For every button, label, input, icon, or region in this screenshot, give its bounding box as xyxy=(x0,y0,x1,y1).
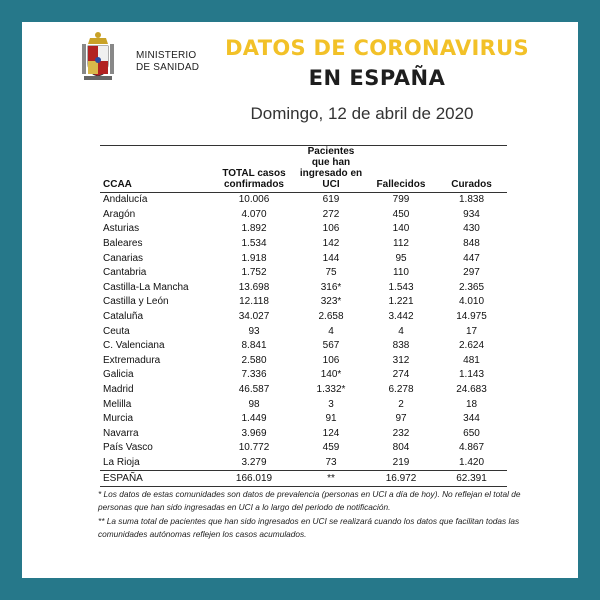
icu-patients-cell: 124 xyxy=(322,427,340,439)
total-cases-cell: 3.279 xyxy=(241,456,267,468)
region-cell: Navarra xyxy=(103,427,139,439)
recovered-cell: 934 xyxy=(463,208,480,220)
table-row xyxy=(100,310,507,325)
deaths-cell: 799 xyxy=(392,194,410,206)
icu-patients-cell: 272 xyxy=(322,208,340,220)
recovered-cell: 24.683 xyxy=(456,384,487,396)
deaths-cell: 804 xyxy=(392,442,410,454)
recovered-cell: 297 xyxy=(463,267,480,279)
table-row xyxy=(100,251,507,266)
total-cases-cell: 13.698 xyxy=(238,281,270,293)
table-row xyxy=(100,281,507,296)
deaths-cell: 232 xyxy=(392,427,410,439)
icu-patients-cell: 106 xyxy=(322,354,340,366)
table-row xyxy=(100,295,507,310)
icu-patients-cell: 619 xyxy=(322,194,340,206)
total-cases-cell: 46.587 xyxy=(238,384,270,396)
footnote-1: * Los datos de estas comunidades son datos de prevalencia (personas en UCI a día de hoy). No reflejan el total de personas que han sido ingresadas en UCI a lo largo del periodo de notificación. xyxy=(98,489,521,513)
total-cases-cell: 1.534 xyxy=(241,238,267,250)
table-row xyxy=(100,237,507,252)
recovered-cell: 17 xyxy=(465,325,478,337)
total-cases-cell: 12.118 xyxy=(239,296,269,308)
recovered-cell: 1.420 xyxy=(458,456,485,468)
ministry-line-2: DE SANIDAD xyxy=(136,62,200,73)
icu-patients-cell: 323* xyxy=(320,296,342,308)
deaths-cell: 97 xyxy=(395,413,407,425)
total-icu-patients-cell: ** xyxy=(296,471,366,487)
region-cell: Extremadura xyxy=(103,354,161,366)
recovered-cell: 447 xyxy=(463,252,480,264)
total-cases-cell: 7.336 xyxy=(241,369,267,381)
icu-patients-cell: 140* xyxy=(320,369,342,381)
deaths-cell: 312 xyxy=(392,354,410,366)
header-icu-patients: Pacientes que han ingresado en UCI xyxy=(296,146,366,193)
icu-patients-cell: 567 xyxy=(322,340,340,352)
total-total-cases-cell: 166.019 xyxy=(212,471,296,487)
table-row xyxy=(100,193,507,208)
region-cell: Cantabria xyxy=(103,267,147,279)
table-row xyxy=(100,427,507,442)
title-line-2: EN ESPAÑA xyxy=(308,66,446,90)
icu-patients-cell: 4 xyxy=(328,325,334,337)
recovered-cell: 650 xyxy=(463,427,480,439)
total-recovered-cell: 62.391 xyxy=(436,471,507,487)
header-deaths: Fallecidos xyxy=(366,146,436,193)
deaths-cell: 110 xyxy=(393,267,409,279)
recovered-cell: 1.838 xyxy=(458,194,485,206)
table-row xyxy=(100,208,507,223)
total-cases-cell: 34.027 xyxy=(238,311,270,323)
ministry-name xyxy=(136,50,199,74)
ministry-logo xyxy=(80,30,210,94)
total-cases-cell: 98 xyxy=(248,398,260,410)
title-line-1: DATOS DE CORONAVIRUS xyxy=(225,36,529,60)
region-cell: Castilla-La Mancha xyxy=(103,281,189,293)
table-row xyxy=(100,456,507,471)
report-date: Domingo, 12 de abril de 2020 xyxy=(250,104,474,123)
table-row xyxy=(100,397,507,412)
recovered-cell: 481 xyxy=(463,354,480,366)
table-row xyxy=(100,339,507,354)
deaths-cell: 2 xyxy=(398,398,404,410)
region-cell: Asturias xyxy=(103,223,140,235)
table-row xyxy=(100,383,507,398)
icu-patients-cell: 91 xyxy=(325,413,337,425)
table-row xyxy=(100,222,507,237)
deaths-cell: 838 xyxy=(392,340,410,352)
region-cell: Castilla y León xyxy=(103,296,169,308)
recovered-cell: 2.365 xyxy=(458,281,485,293)
total-cases-cell: 1.918 xyxy=(241,252,267,264)
region-cell: Canarias xyxy=(103,252,144,264)
region-cell: País Vasco xyxy=(103,442,153,454)
deaths-cell: 3.442 xyxy=(388,311,414,323)
recovered-cell: 1.143 xyxy=(458,369,485,381)
icu-patients-cell: 1.332* xyxy=(316,384,346,396)
region-cell: Melilla xyxy=(103,398,132,410)
deaths-cell: 1.543 xyxy=(388,281,414,293)
total-cases-cell: 1.752 xyxy=(241,267,267,279)
region-cell: Aragón xyxy=(103,208,136,220)
total-cases-cell: 10.006 xyxy=(238,194,270,206)
footnote-2: ** La suma total de pacientes que han sido ingresados en UCI se realizará cuando los datos que facilitan todas las comunidades autónomas reflejen los casos acumulados. xyxy=(98,515,520,539)
region-cell: La Rioja xyxy=(103,456,140,468)
table-total-row xyxy=(100,471,507,487)
total-cases-cell: 2.580 xyxy=(241,354,267,366)
icu-patients-cell: 73 xyxy=(325,456,337,468)
header-recovered: Curados xyxy=(436,146,507,193)
region-cell: Baleares xyxy=(103,238,143,250)
table-row xyxy=(100,412,507,427)
deaths-cell: 140 xyxy=(392,223,410,235)
deaths-cell: 274 xyxy=(392,369,410,381)
recovered-cell: 4.010 xyxy=(458,296,485,308)
region-cell: Cataluña xyxy=(103,311,144,323)
table-header-row xyxy=(100,146,507,193)
recovered-cell: 848 xyxy=(463,238,480,250)
deaths-cell: 4 xyxy=(398,325,404,337)
coat-of-arms-icon xyxy=(80,30,116,84)
deaths-cell: 450 xyxy=(392,208,410,220)
region-cell: Murcia xyxy=(103,413,134,425)
recovered-cell: 18 xyxy=(465,398,478,410)
total-region-cell: ESPAÑA xyxy=(100,471,212,487)
recovered-cell: 430 xyxy=(463,223,480,235)
icu-patients-cell: 75 xyxy=(325,267,337,279)
table-row xyxy=(100,266,507,281)
ministry-line-1: MINISTERIO xyxy=(136,50,197,61)
header-total-cases: TOTAL casos confirmados xyxy=(212,146,296,193)
table-row xyxy=(100,354,507,369)
table-row xyxy=(100,441,507,456)
footnotes xyxy=(98,488,538,541)
region-cell: Andalucía xyxy=(103,194,148,206)
total-cases-cell: 4.070 xyxy=(241,208,267,220)
total-deaths-cell: 16.972 xyxy=(366,471,436,487)
total-cases-cell: 93 xyxy=(248,325,260,337)
icu-patients-cell: 144 xyxy=(322,252,340,264)
total-cases-cell: 10.772 xyxy=(238,442,270,454)
total-cases-cell: 1.449 xyxy=(241,413,267,425)
region-cell: Madrid xyxy=(103,384,134,396)
deaths-cell: 219 xyxy=(392,456,410,468)
total-cases-cell: 1.892 xyxy=(241,223,267,235)
deaths-cell: 112 xyxy=(393,238,409,250)
header-ccaa: CCAA xyxy=(100,146,212,193)
recovered-cell: 14.975 xyxy=(456,311,487,323)
recovered-cell: 344 xyxy=(463,413,480,425)
icu-patients-cell: 459 xyxy=(322,442,340,454)
region-cell: Galicia xyxy=(103,369,134,381)
recovered-cell: 2.624 xyxy=(458,340,485,352)
icu-patients-cell: 316* xyxy=(320,281,342,293)
icu-patients-cell: 2.658 xyxy=(318,311,344,323)
icu-patients-cell: 142 xyxy=(322,238,340,250)
infographic-card xyxy=(22,22,578,578)
icu-patients-cell: 3 xyxy=(328,398,334,410)
region-cell: C. Valenciana xyxy=(103,340,165,352)
deaths-cell: 95 xyxy=(395,252,407,264)
table-row xyxy=(100,324,507,339)
icu-patients-cell: 106 xyxy=(322,223,340,235)
region-cell: Ceuta xyxy=(103,325,130,337)
total-cases-cell: 3.969 xyxy=(241,427,267,439)
deaths-cell: 1.221 xyxy=(388,296,414,308)
recovered-cell: 4.867 xyxy=(458,442,485,454)
cases-table xyxy=(100,145,507,487)
total-cases-cell: 8.841 xyxy=(241,340,267,352)
table-row xyxy=(100,368,507,383)
deaths-cell: 6.278 xyxy=(388,384,414,396)
